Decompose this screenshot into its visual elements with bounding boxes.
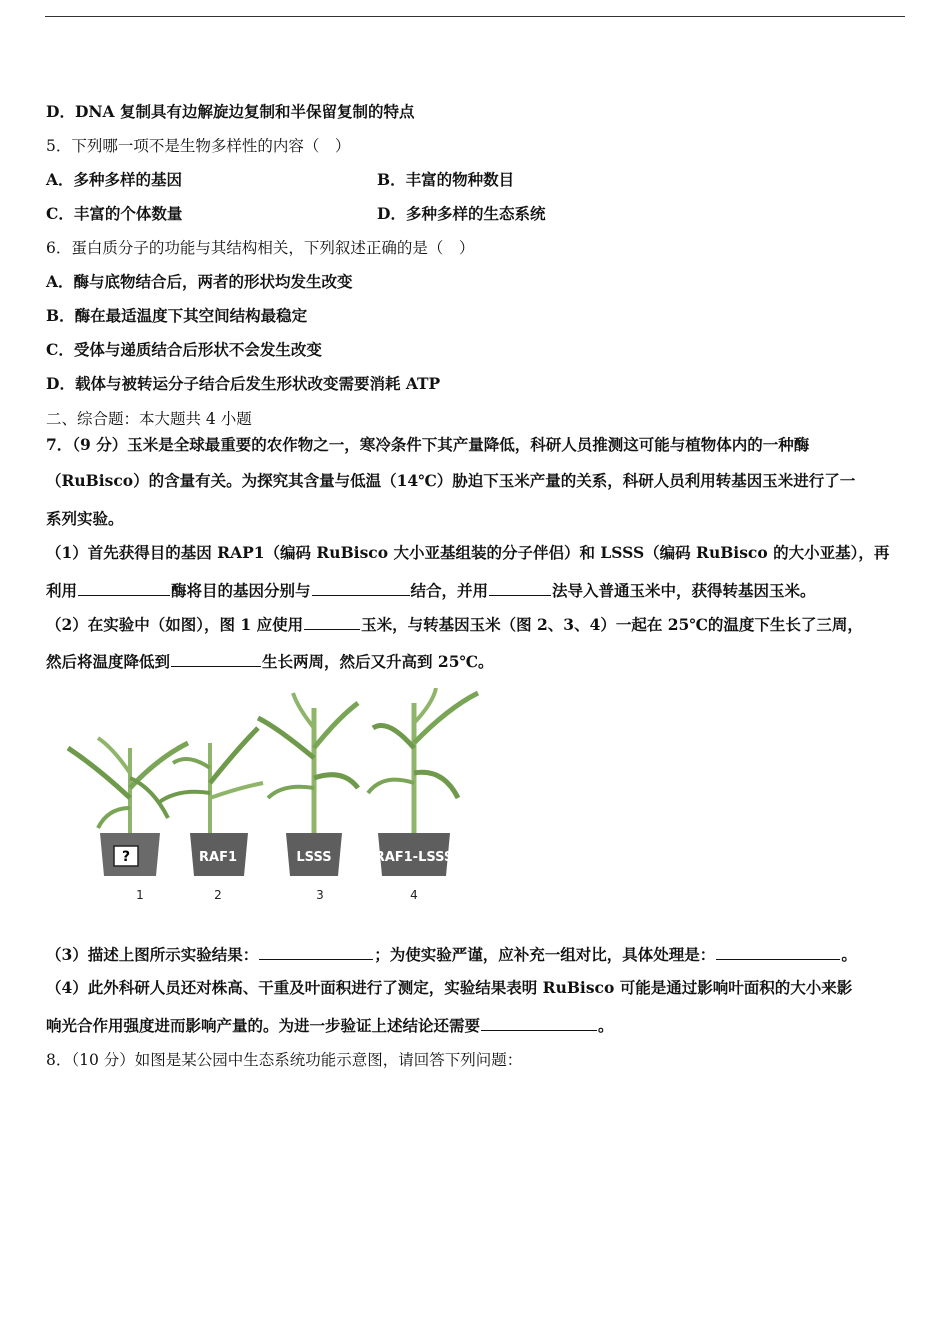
corn-plants-illustration — [58, 688, 498, 908]
q6-option-c: C．受体与递质结合后形状不会发生改变 — [46, 340, 322, 359]
q5-option-c: C．丰富的个体数量 — [46, 204, 183, 223]
answer-blank[interactable] — [304, 614, 360, 630]
q7-part4-line-2 — [46, 1015, 614, 1036]
q4-option-d: D．DNA 复制具有边解旋边复制和半保留复制的特点 — [46, 102, 415, 121]
pot-label-4: RAF1-LSSS — [374, 850, 454, 865]
q7-part1-text-a: 利用 — [46, 581, 78, 600]
pot-2 — [190, 833, 248, 876]
q5-option-d: D．多种多样的生态系统 — [377, 204, 546, 223]
corn-plants-figure — [58, 688, 498, 908]
q7-part4-line-1: （4）此外科研人员还对株高、干重及叶面积进行了测定，实验结果表明 RuBisco 可能是通过影响叶面积的大小来影 — [46, 978, 853, 997]
section2-title: 二、综合题：本大题共 4 小题 — [46, 410, 252, 428]
q7-part3-text-c: 。 — [841, 945, 857, 964]
answer-blank[interactable] — [171, 651, 261, 667]
q7-part2-text-a: （2）在实验中（如图），图 1 应使用 — [46, 615, 304, 634]
q7-part2-text-c: 然后将温度降低到 — [46, 652, 171, 671]
q7-part1-text-b: 酶将目的基因分别与 — [171, 581, 311, 600]
corn-plant-2 — [158, 728, 263, 833]
q8-stem: 8．（10 分）如图是某公园中生态系统功能示意图，请回答下列问题： — [46, 1051, 523, 1069]
figure-number-1: 1 — [136, 888, 144, 902]
answer-blank[interactable] — [489, 580, 551, 596]
q5-stem: 5．下列哪一项不是生物多样性的内容（ ） — [46, 137, 351, 155]
q6-option-d: D．载体与被转运分子结合后发生形状改变需要消耗 ATP — [46, 374, 441, 393]
pot-1 — [100, 833, 160, 876]
corn-plant-1 — [68, 738, 188, 833]
q7-part3-text-b: ；为使实验严谨，应补充一组对比，具体处理是： — [374, 945, 716, 964]
answer-blank[interactable] — [312, 580, 410, 596]
figure-number-4: 4 — [410, 888, 418, 902]
q7-part2-line-2 — [46, 651, 494, 672]
q7-part2-line-1 — [46, 614, 863, 635]
q6-option-a: A．酶与底物结合后，两者的形状均发生改变 — [46, 272, 353, 291]
answer-blank[interactable] — [259, 944, 373, 960]
q5-option-b: B．丰富的物种数目 — [377, 170, 515, 189]
pot-label-2: RAF1 — [199, 850, 237, 865]
answer-blank[interactable] — [78, 580, 170, 596]
q7-part4-text-a: 响光合作用强度进而影响产量的。为进一步验证上述结论还需要 — [46, 1016, 481, 1035]
q7-line-2: （RuBisco）的含量有关。为探究其含量与低温（14℃）胁迫下玉米产量的关系，科研人员利用转基因玉米进行了一 — [46, 471, 856, 490]
q7-part3-text-a: （3）描述上图所示实验结果： — [46, 945, 259, 964]
pot-3 — [286, 833, 342, 876]
q6-stem: 6．蛋白质分子的功能与其结构相关，下列叙述正确的是（ ） — [46, 239, 475, 257]
q7-part1-line-1: （1）首先获得目的基因 RAP1（编码 RuBisco 大小亚基组装的分子伴侣）和 LSSS（编码 RuBisco 的大小亚基），再 — [46, 543, 890, 562]
q7-part1-text-c: 结合，并用 — [410, 581, 489, 600]
q7-part2-text-b: 玉米，与转基因玉米（图 2、3、4）一起在 25℃的温度下生长了三周， — [361, 615, 863, 634]
figure-number-3: 3 — [316, 888, 324, 902]
q7-line-3: 系列实验。 — [46, 509, 124, 528]
q7-part2-text-d: 生长两周，然后又升高到 25℃。 — [262, 652, 494, 671]
pot-label-1: ? — [121, 849, 131, 865]
figure-number-2: 2 — [214, 888, 222, 902]
pot-label-3: LSSS — [296, 850, 332, 865]
q7-part1-line-2 — [46, 580, 816, 601]
header-rule — [45, 16, 905, 17]
pot-4 — [375, 833, 454, 876]
q7-line-1: 7．（9 分）玉米是全球最重要的农作物之一，寒冷条件下其产量降低，科研人员推测这可能与植物体内的一种酶 — [46, 435, 810, 454]
corn-plant-3 — [258, 693, 358, 833]
q7-part4-text-b: 。 — [598, 1016, 614, 1035]
q7-part3 — [46, 944, 857, 965]
corn-plant-4 — [368, 688, 478, 833]
answer-blank[interactable] — [481, 1015, 597, 1031]
q5-option-a: A．多种多样的基因 — [46, 170, 183, 189]
answer-blank[interactable] — [716, 944, 840, 960]
q6-option-b: B．酶在最适温度下其空间结构最稳定 — [46, 306, 308, 325]
q7-part1-text-d: 法导入普通玉米中，获得转基因玉米。 — [552, 581, 816, 600]
